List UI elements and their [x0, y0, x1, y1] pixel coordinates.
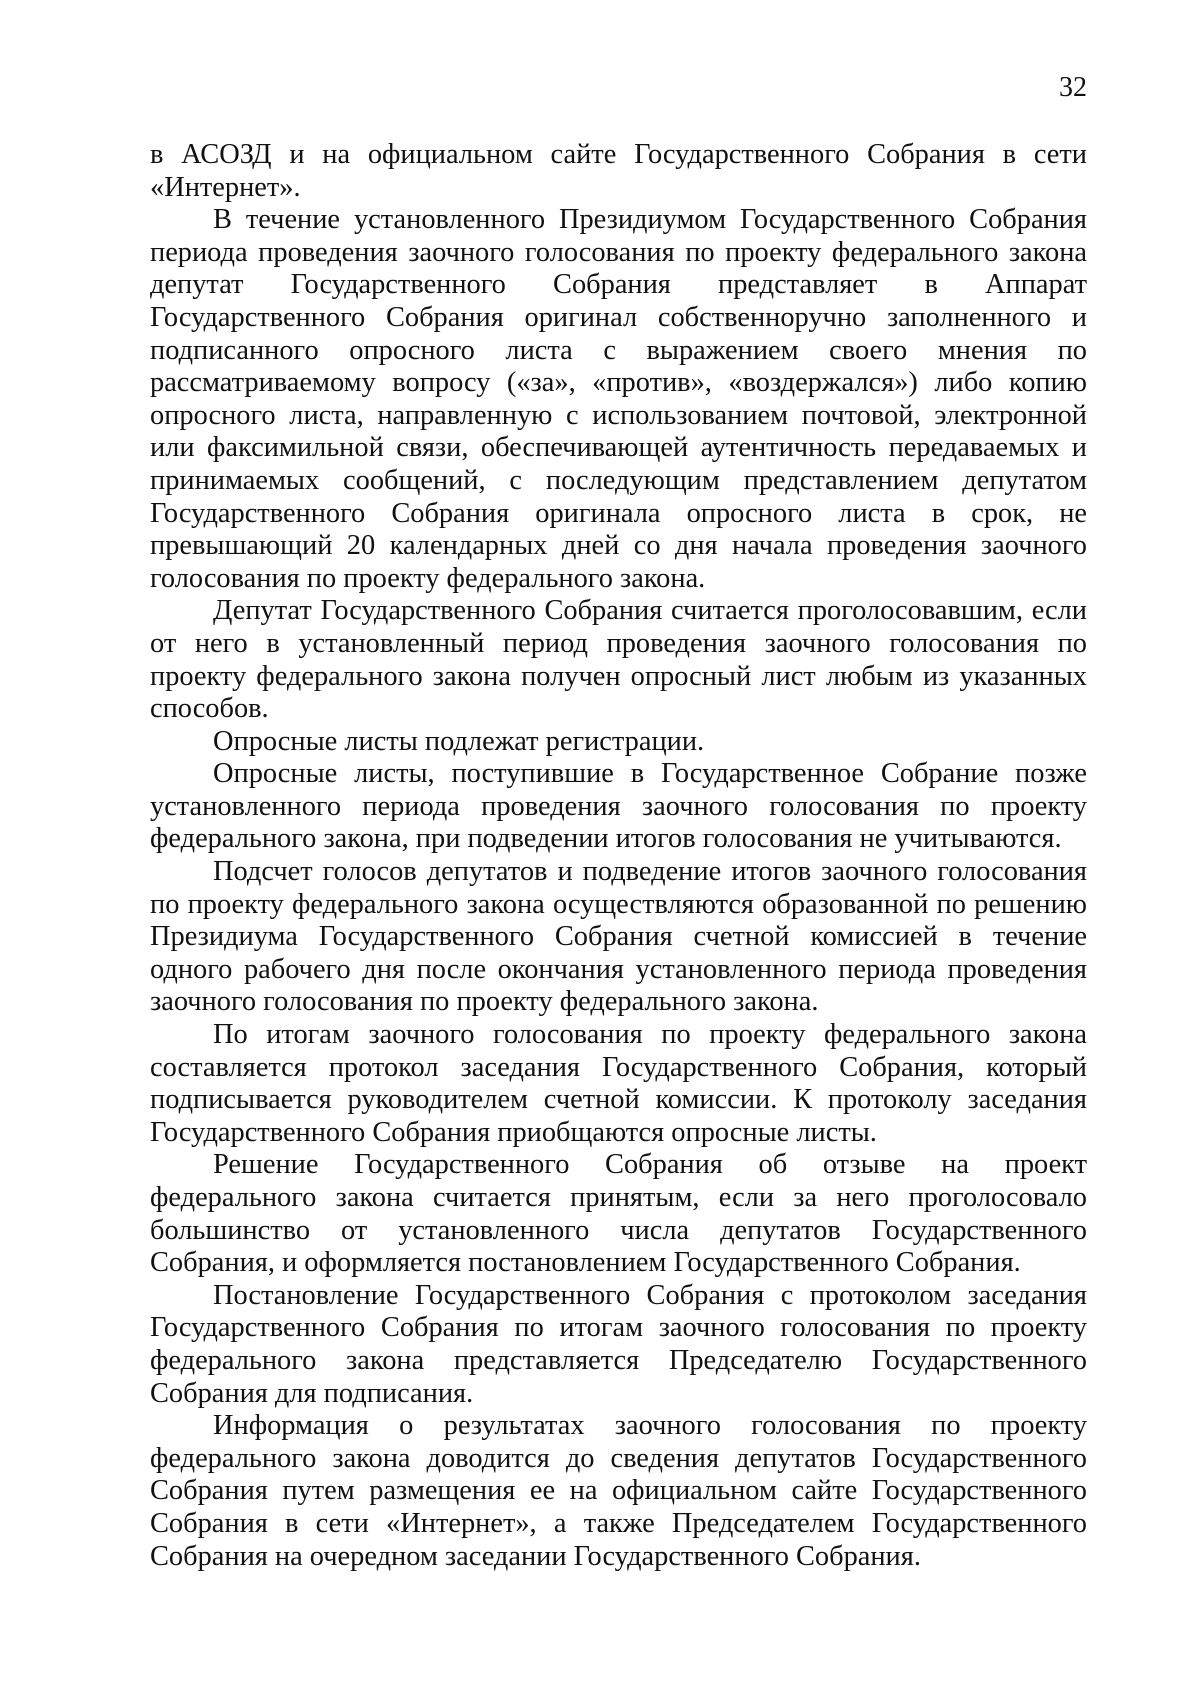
- document-body: [150, 139, 1087, 1573]
- paragraph-resolution: Постановление Государственного Собрания с протоколом заседания Государственного Собрания по итогам заочного голосования по проекту федерального закона представляется Председателю Государственного Собрания для подписания.: [150, 1279, 1087, 1409]
- paragraph-questionnaire-submission: В течение установленного Президиумом Государственного Собрания периода проведения заочного голосования по проекту федерального закона депутат Государственного Собрания представляет в Аппарат Государственного Собрания оригинал собственноручно заполненного и подписанного опросного листа с выражением своего мнения по рассматриваемому вопросу («за», «против», «воздержался») либо копию опросного листа, направленную с использованием почтовой, электронной или факсимильной связи, обеспечивающей аутентичность передаваемых и принимаемых сообщений, с последующим представлением депутатом Государственного Собрания оригинала опросного листа в срок, не превышающий 20 календарных дней со дня начала проведения заочного голосования по проекту федерального закона.: [150, 204, 1087, 594]
- paragraph-vote-counting: Подсчет голосов депутатов и подведение итогов заочного голосования по проекту федерального закона осуществляются образованной по решению Президиума Государственного Собрания счетной комиссией в течение одного рабочего дня после окончания установленного периода проведения заочного голосования по проекту федерального закона.: [150, 856, 1087, 1018]
- paragraph-results-information: Информация о результатах заочного голосования по проекту федерального закона доводится до сведения депутатов Государственного Собрания путем размещения ее на официальном сайте Государственного Собрания в сети «Интернет», а также Председателем Государственного Собрания на очередном заседании Государственного Собрания.: [150, 1410, 1087, 1572]
- paragraph-late-questionnaires: Опросные листы, поступившие в Государственное Собрание позже установленного периода проведения заочного голосования по проекту федерального закона, при подведении итогов голосования не учитываются.: [150, 758, 1087, 855]
- page-number: 32: [1059, 72, 1087, 103]
- paragraph-continuation: в АСОЗД и на официальном сайте Государственного Собрания в сети «Интернет».: [150, 139, 1087, 203]
- paragraph-registration: Опросные листы подлежат регистрации.: [213, 725, 705, 757]
- paragraph-voted-deputy: Депутат Государственного Собрания считается проголосовавшим, если от него в установленный период проведения заочного голосования по проекту федерального закона получен опросный лист любым из указанных способов.: [150, 595, 1087, 725]
- paragraph-decision: Решение Государственного Собрания об отзыве на проект федерального закона считается принятым, если за него проголосовало большинство от установленного числа депутатов Государственного Собрания, и оформляется постановлением Государственного Собрания.: [150, 1149, 1087, 1279]
- paragraph-protocol: По итогам заочного голосования по проекту федерального закона составляется протокол заседания Государственного Собрания, который подписывается руководителем счетной комиссии. К протоколу заседания Государственного Собрания приобщаются опросные листы.: [150, 1019, 1087, 1148]
